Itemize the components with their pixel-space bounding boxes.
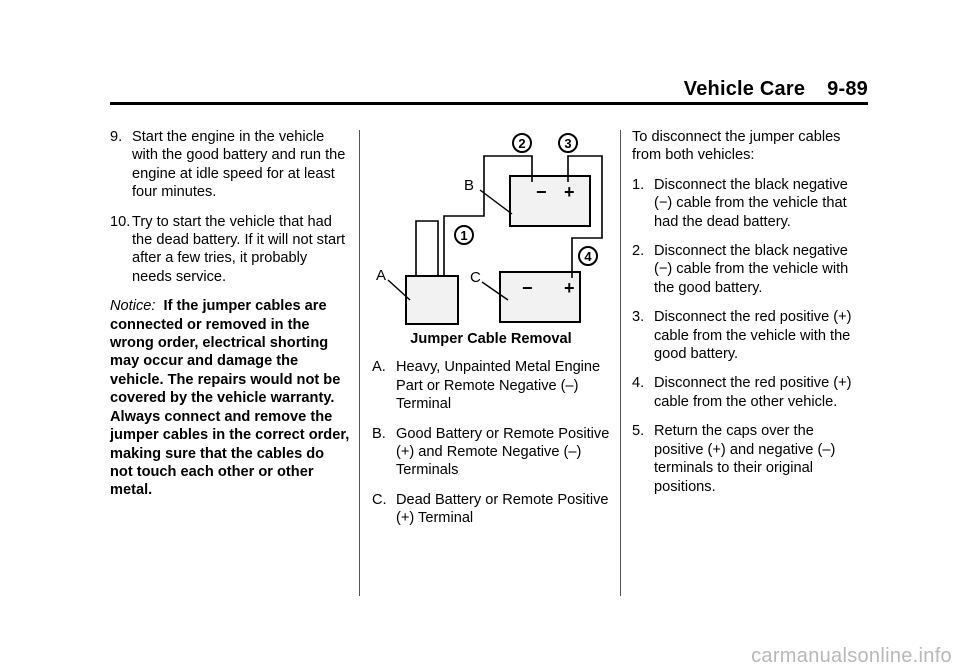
step-text: Disconnect the red positive (+) cable from the vehicle with the good battery. bbox=[654, 309, 852, 363]
legend-letter: C. bbox=[372, 491, 387, 508]
legend-letter: B. bbox=[372, 425, 386, 442]
legend-text: Good Battery or Remote Positive (+) and Remote Negative (–) Terminals bbox=[396, 425, 610, 479]
good-battery-minus: − bbox=[536, 182, 547, 202]
label-c: C bbox=[470, 269, 481, 286]
legend-item-a bbox=[372, 358, 610, 413]
disconnect-step-5 bbox=[632, 422, 864, 496]
step-text: Disconnect the black negative (−) cable from the vehicle that had the dead battery. bbox=[654, 176, 848, 230]
disconnect-step-1 bbox=[632, 176, 864, 231]
legend-item-c bbox=[372, 491, 610, 528]
column-1 bbox=[110, 128, 350, 500]
callout-1: 1 bbox=[460, 228, 468, 243]
disconnect-step-2 bbox=[632, 242, 864, 297]
disconnect-step-3 bbox=[632, 308, 864, 363]
step-text: Start the engine in the vehicle with the good battery and run the engine at idle speed for at least four minutes. bbox=[132, 129, 346, 201]
step-number: 10. bbox=[110, 213, 131, 230]
legend-letter: A. bbox=[372, 359, 386, 376]
step-number: 2. bbox=[632, 243, 645, 260]
callout-3: 3 bbox=[564, 136, 572, 151]
watermark: carmanualsonline.info bbox=[751, 645, 952, 667]
legend-item-b bbox=[372, 425, 610, 480]
section-title: Vehicle Care bbox=[683, 78, 806, 100]
step-number: 4. bbox=[632, 375, 645, 392]
legend-text: Dead Battery or Remote Positive (+) Terminal bbox=[396, 491, 609, 527]
column-3 bbox=[632, 128, 864, 507]
callout-4: 4 bbox=[584, 249, 592, 264]
step-text: Disconnect the red positive (+) cable from the other vehicle. bbox=[654, 375, 852, 410]
page-number: 9-89 bbox=[827, 78, 868, 100]
figure-caption: Jumper Cable Removal bbox=[410, 331, 572, 347]
column-divider-1 bbox=[359, 130, 360, 596]
page-header bbox=[0, 0, 960, 106]
dead-battery-minus: − bbox=[522, 278, 533, 298]
step-number: 1. bbox=[632, 176, 645, 193]
ground-cable bbox=[416, 221, 438, 276]
jumper-cable-diagram bbox=[372, 132, 610, 328]
notice-label: Notice: bbox=[110, 298, 156, 315]
callout-2: 2 bbox=[518, 136, 526, 151]
step-number: 3. bbox=[632, 309, 645, 326]
step-number: 9. bbox=[110, 129, 123, 145]
intro-text: To disconnect the jumper cables from both vehicles: bbox=[632, 129, 841, 164]
notice-text: If the jumper cables are connected or removed in the wrong order, electrical shorting may occur and damage the vehicle. The repairs would not be covered by the vehicle warranty. Always connect and remove the jumper cables in the correct order, making sure that the cables do not touch each other or other metal. bbox=[110, 298, 350, 499]
dead-battery-plus: + bbox=[564, 278, 575, 298]
step-9 bbox=[110, 128, 350, 202]
header-rule bbox=[110, 102, 868, 105]
column-2 bbox=[372, 132, 610, 539]
header-title bbox=[684, 78, 868, 101]
label-a: A bbox=[376, 267, 387, 284]
engine-part bbox=[406, 276, 458, 324]
step-10 bbox=[110, 213, 350, 287]
notice bbox=[110, 297, 350, 499]
good-battery bbox=[510, 176, 590, 226]
label-b: B bbox=[464, 177, 475, 194]
step-text: Disconnect the black negative (−) cable from the vehicle with the good battery. bbox=[654, 243, 849, 296]
column-divider-2 bbox=[620, 130, 621, 596]
step-number: 5. bbox=[632, 423, 645, 440]
good-battery-plus: + bbox=[564, 182, 575, 202]
legend-text: Heavy, Unpainted Metal Engine Part or Remote Negative (–) Terminal bbox=[396, 359, 601, 413]
step-text: Return the caps over the positive (+) and negative (–) terminals to their original positions. bbox=[654, 423, 836, 495]
step-text: Try to start the vehicle that had the dead battery. If it will not start after a few tries, it probably needs service. bbox=[132, 213, 346, 285]
disconnect-step-4 bbox=[632, 374, 864, 411]
